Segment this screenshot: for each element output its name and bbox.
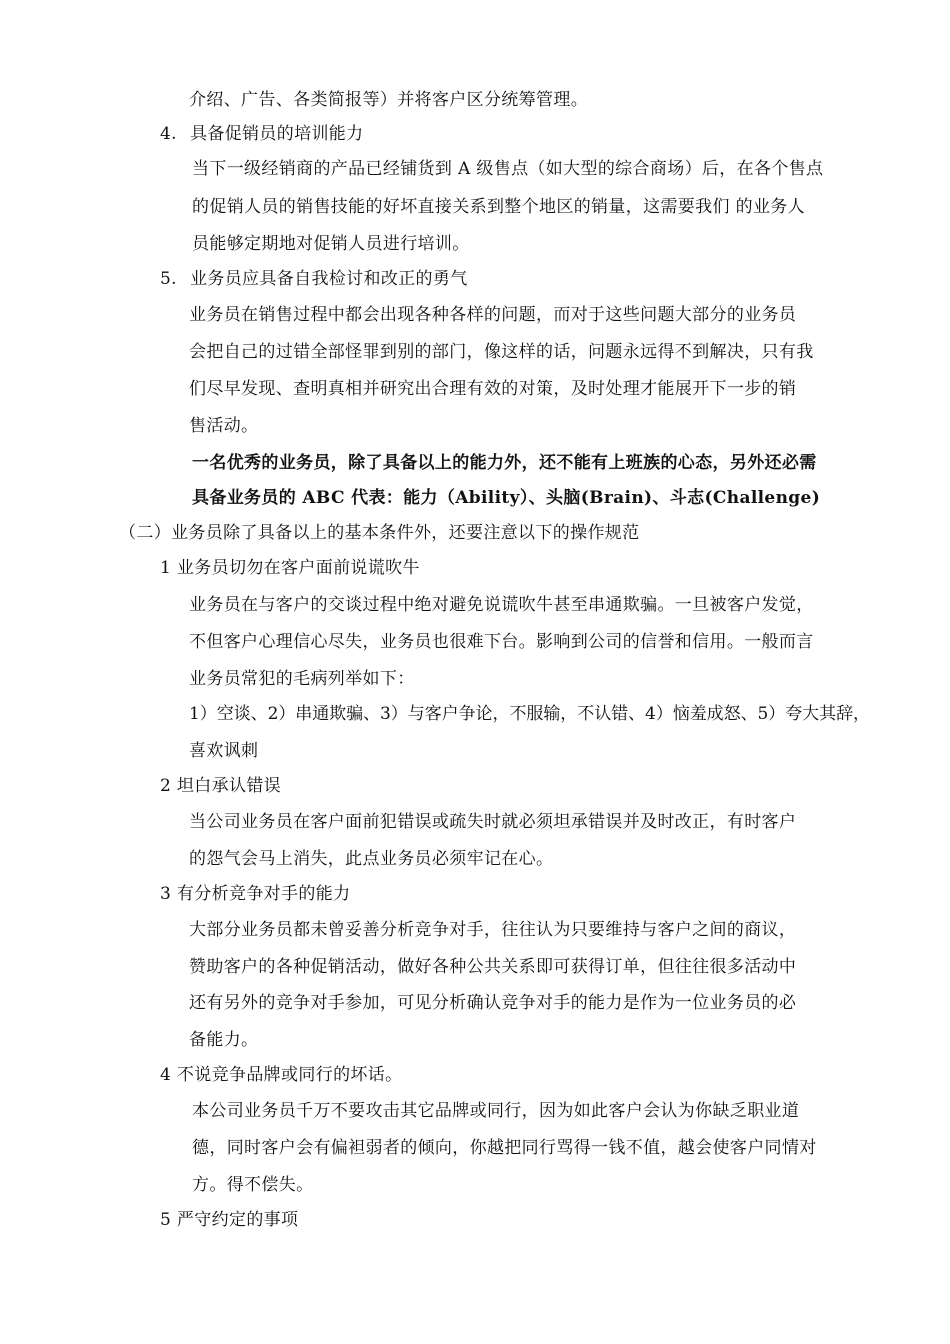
paragraph-line: 还有另外的竞争对手参加，可见分析确认竞争对手的能力是作为一位业务员的必 [189,993,797,1013]
bold-paragraph-line: 具备业务员的 ABC 代表：能力（Ability）、头脑(Brain)、斗志(Challenge) [192,488,821,508]
list-item-heading: 5 严守约定的事项 [160,1210,299,1230]
paragraph-line: 介绍、广告、各类简报等）并将客户区分统筹管理。 [189,90,589,110]
list-item-heading: 3 有分析竞争对手的能力 [160,884,351,904]
paragraph-line: 售活动。 [189,416,259,436]
list-item-heading: 4 不说竞争品牌或同行的坏话。 [160,1065,403,1085]
paragraph-line: 赞助客户的各种促销活动，做好各种公共关系即可获得订单，但往往很多活动中 [189,957,797,977]
paragraph-line: 们尽早发现、查明真相并研究出合理有效的对策，及时处理才能展开下一步的销 [189,379,797,399]
paragraph-line: 业务员常犯的毛病列举如下： [189,669,415,689]
paragraph-line: 的怨气会马上消失，此点业务员必须牢记在心。 [189,849,554,869]
paragraph-line: 当下一级经销商的产品已经铺货到 A 级售点（如大型的综合商场）后，在各个售点 [192,159,824,179]
paragraph-line: 1）空谈、2）串通欺骗、3）与客户争论，不服输，不认错、4）恼羞成怒、5）夸大其辞， [189,704,870,724]
bold-paragraph-line: 一名优秀的业务员，除了具备以上的能力外，还不能有上班族的心态，另外还必需 [192,453,817,473]
paragraph-line: 会把自己的过错全部怪罪到别的部门，像这样的话，问题永远得不到解决，只有我 [189,342,814,362]
paragraph-line: 员能够定期地对促销人员进行培训。 [192,234,470,254]
list-item-heading: 1 业务员切勿在客户面前说谎吹牛 [160,558,420,578]
paragraph-line: 的促销人员的销售技能的好坏直接关系到整个地区的销量，这需要我们 的业务人 [192,197,806,217]
paragraph-line: 大部分业务员都未曾妥善分析竞争对手，往往认为只要维持与客户之间的商议， [189,920,797,940]
paragraph-line: 业务员在与客户的交谈过程中绝对避免说谎吹牛甚至串通欺骗。一旦被客户发觉， [189,595,814,615]
list-number: 5. [160,269,177,289]
list-number: 4. [160,124,177,144]
paragraph-line: 业务员在销售过程中都会出现各种各样的问题，而对于这些问题大部分的业务员 [189,305,797,325]
paragraph-line: 不但客户心理信心尽失，业务员也很难下台。影响到公司的信誉和信用。一般而言 [189,632,814,652]
list-item-heading [160,123,364,145]
paragraph-line: 喜欢讽刺 [189,741,259,761]
paragraph-line: 备能力。 [189,1030,259,1050]
paragraph-line: 方。得不偿失。 [192,1175,314,1195]
list-item-heading [160,268,468,290]
section-heading: （二）业务员除了具备以上的基本条件外，还要注意以下的操作规范 [119,523,640,543]
paragraph-line: 当公司业务员在客户面前犯错误或疏失时就必须坦承错误并及时改正，有时客户 [189,812,797,832]
paragraph-line: 德，同时客户会有偏袒弱者的倾向，你越把同行骂得一钱不值，越会使客户同情对 [192,1138,817,1158]
list-item-title: 业务员应具备自我检讨和改正的勇气 [190,269,468,289]
list-item-heading: 2 坦白承认错误 [160,776,282,796]
paragraph-line: 本公司业务员千万不要攻击其它品牌或同行，因为如此客户会认为你缺乏职业道 [192,1101,800,1121]
list-item-title: 具备促销员的培训能力 [190,124,364,144]
